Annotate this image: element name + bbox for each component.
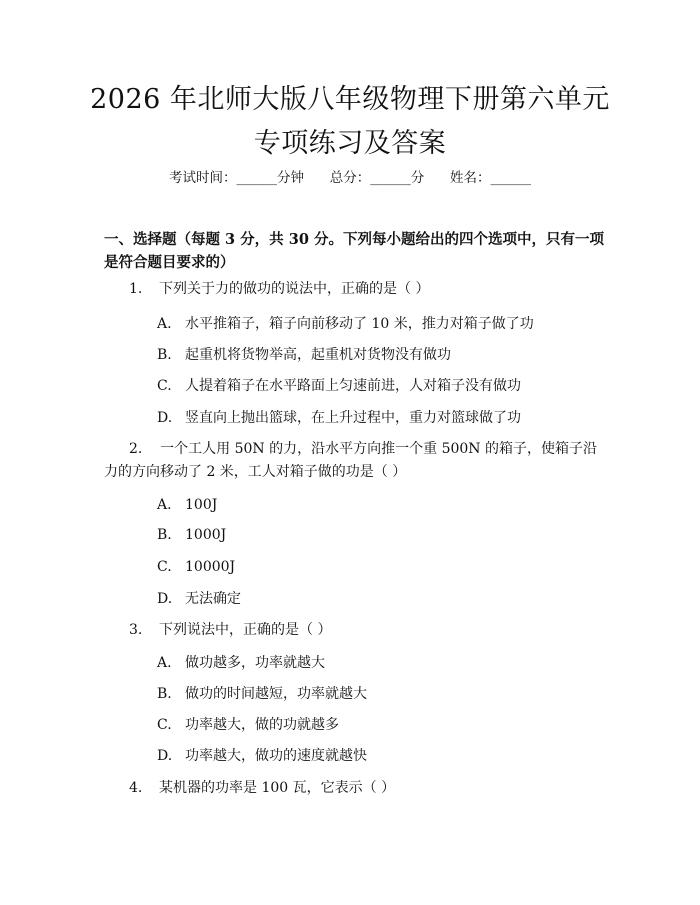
option-text: 水平推箱子，箱子向前移动了 10 米，推力对箱子做了功 — [185, 316, 534, 332]
option-text: 100J — [185, 497, 218, 513]
option-text: 功率越大，做功的速度就越快 — [185, 748, 367, 764]
total-score-label: 总分： — [329, 170, 371, 186]
question-3 — [129, 619, 331, 642]
option-letter: B. — [157, 347, 172, 363]
question-2 — [104, 438, 600, 484]
question-text: 一个工人用 50N 的力，沿水平方向推一个重 500N 的箱子，使箱子沿力的方向移动了 2 米，工人对箱子做的功是（ ） — [104, 441, 598, 480]
option-3d — [157, 746, 367, 766]
option-letter: B. — [157, 686, 172, 702]
option-letter: A. — [157, 316, 172, 332]
name-blank: ______ — [490, 170, 531, 186]
exam-time-unit: 分钟 — [277, 170, 304, 186]
question-number: 2. — [129, 441, 143, 457]
question-number: 4. — [129, 780, 143, 796]
option-letter: C. — [157, 717, 172, 733]
option-letter: D. — [157, 410, 173, 426]
total-score-blank: ______ — [370, 170, 411, 186]
option-text: 人提着箱子在水平路面上匀速前进，人对箱子没有做功 — [185, 378, 521, 394]
option-text: 起重机将货物举高，起重机对货物没有做功 — [185, 347, 451, 363]
option-1b — [157, 345, 451, 365]
name-label: 姓名： — [450, 170, 491, 186]
option-2c — [157, 557, 235, 577]
option-letter: B. — [157, 527, 172, 543]
option-letter: D. — [157, 591, 173, 607]
option-letter: A. — [157, 655, 172, 671]
option-text: 功率越大，做的功就越多 — [185, 717, 339, 733]
option-3b — [157, 684, 367, 704]
exam-time-label: 考试时间： — [169, 170, 237, 186]
question-text: 下列说法中，正确的是（ ） — [159, 622, 332, 638]
option-1d — [157, 408, 521, 428]
total-score-unit: 分 — [410, 170, 425, 186]
option-letter: D. — [157, 748, 173, 764]
option-1c — [157, 376, 521, 396]
option-text: 竖直向上抛出篮球，在上升过程中，重力对篮球做了功 — [185, 410, 521, 426]
question-text: 下列关于力的做功的说法中，正确的是（ ） — [159, 281, 430, 297]
section-heading: 一、选择题（每题 3 分，共 30 分。下列每小题给出的四个选项中，只有一项是符合题目要求的） — [104, 231, 604, 271]
option-text: 10000J — [185, 559, 236, 575]
option-2b — [157, 525, 226, 545]
question-number: 1. — [129, 281, 143, 297]
option-2d — [157, 589, 241, 609]
option-1a — [157, 314, 534, 334]
option-3a — [157, 653, 325, 673]
document-title: 2026 年北师大版八年级物理下册第六单元专项练习及答案 — [90, 84, 610, 159]
option-letter: A. — [157, 497, 172, 513]
option-text: 做功越多，功率就越大 — [185, 655, 325, 671]
option-letter: C. — [157, 559, 172, 575]
question-number: 3. — [129, 622, 143, 638]
question-text: 某机器的功率是 100 瓦，它表示（ ） — [159, 780, 396, 796]
question-4 — [129, 777, 395, 800]
option-text: 1000J — [185, 527, 227, 543]
option-text: 做功的时间越短，功率就越大 — [185, 686, 367, 702]
option-text: 无法确定 — [185, 591, 241, 607]
exam-meta-line — [0, 168, 700, 188]
question-1 — [129, 278, 429, 301]
option-3c — [157, 715, 339, 735]
option-letter: C. — [157, 378, 172, 394]
exam-time-blank: ______ — [236, 170, 277, 186]
option-2a — [157, 495, 217, 515]
